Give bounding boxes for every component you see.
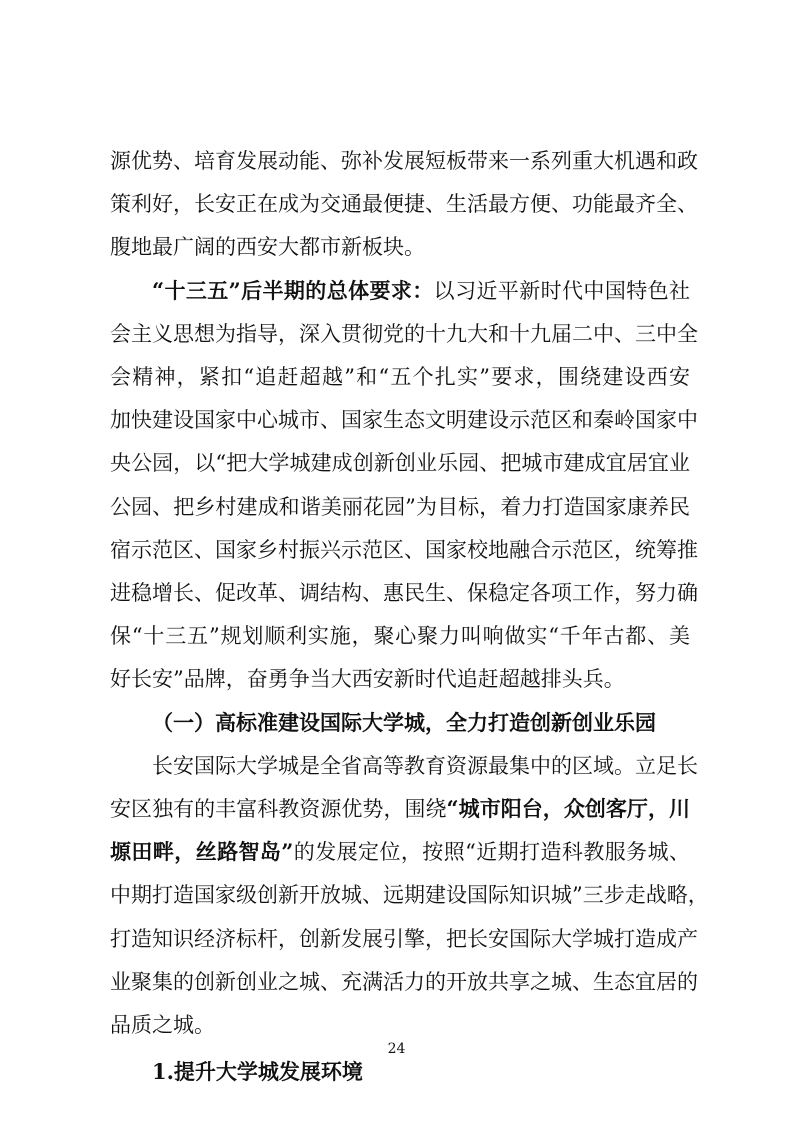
paragraph-line: 中期打造国家级创新开放城、远期建设国际知识城”三步走战略， — [110, 883, 709, 908]
bold-positioning-text: “城市阳台，众创客厅，川 — [446, 796, 691, 821]
bold-lead-text: “十三五”后半期的总体要求： — [152, 277, 434, 303]
paragraph-line — [110, 834, 690, 870]
paragraph-line: 策利好，长安正在成为交通最便捷、生活最方便、功能最齐全、 — [110, 192, 698, 217]
paragraph-line: 长安国际大学城是全省高等教育资源最集中的区域。立足长 — [152, 753, 698, 778]
paragraph-line: 业聚集的创新创业之城、充满活力的开放共享之城、生态宜居的 — [110, 969, 698, 994]
paragraph-line — [110, 791, 690, 827]
paragraph-line: 央公园，以“把大学城建成创新创业乐园、把城市建成宜居宜业 — [110, 451, 690, 476]
paragraph-line: 品质之城。 — [110, 1013, 215, 1037]
page-number: 24 — [387, 1041, 406, 1057]
paragraph-text: 安区独有的丰富科教资源优势，围绕 — [110, 797, 447, 821]
paragraph-line: 会主义思想为指导，深入贯彻党的十九大和十九届二中、三中全 — [110, 321, 698, 346]
paragraph-line: 腹地最广阔的西安大都市新板块。 — [110, 235, 425, 260]
paragraph-line: 好长安”品牌，奋勇争当大西安新时代追赶超越排头兵。 — [110, 667, 625, 692]
paragraph-line: 会精神，紧扣“追赶超越”和“五个扎实”要求，围绕建设西安 — [110, 365, 690, 389]
paragraph-line — [152, 273, 690, 309]
paragraph-line: 源优势、培育发展动能、弥补发展短板带来一系列重大机遇和政 — [110, 149, 698, 173]
paragraph-text: 的发展定位，按照“近期打造科教服务城、 — [293, 840, 690, 865]
paragraph-line: 保“十三五”规划顺利实施，聚心聚力叫响做实“千年古都、美 — [110, 624, 690, 649]
bold-positioning-text: 塬田畔，丝路智岛” — [110, 839, 294, 865]
section-heading: （一）高标准建设国际大学城，全力打造创新创业乐园 — [152, 709, 656, 735]
paragraph-line: 进稳增长、促改革、调结构、惠民生、保稳定各项工作，努力确 — [110, 581, 698, 605]
paragraph-line: 打造知识经济标杆，创新发展引擎，把长安国际大学城打造成产 — [110, 926, 698, 951]
subheading: 1.提升大学城发展环境 — [152, 1059, 363, 1085]
paragraph-line: 加快建设国家中心城市、国家生态文明建设示范区和秦岭国家中 — [110, 408, 698, 433]
paragraph-line: 宿示范区、国家乡村振兴示范区、国家校地融合示范区，统筹推 — [110, 537, 698, 562]
paragraph-text: 以习近平新时代中国特色社 — [433, 278, 690, 303]
paragraph-line: 公园、把乡村建成和谐美丽花园”为目标，着力打造国家康养民 — [110, 494, 690, 519]
